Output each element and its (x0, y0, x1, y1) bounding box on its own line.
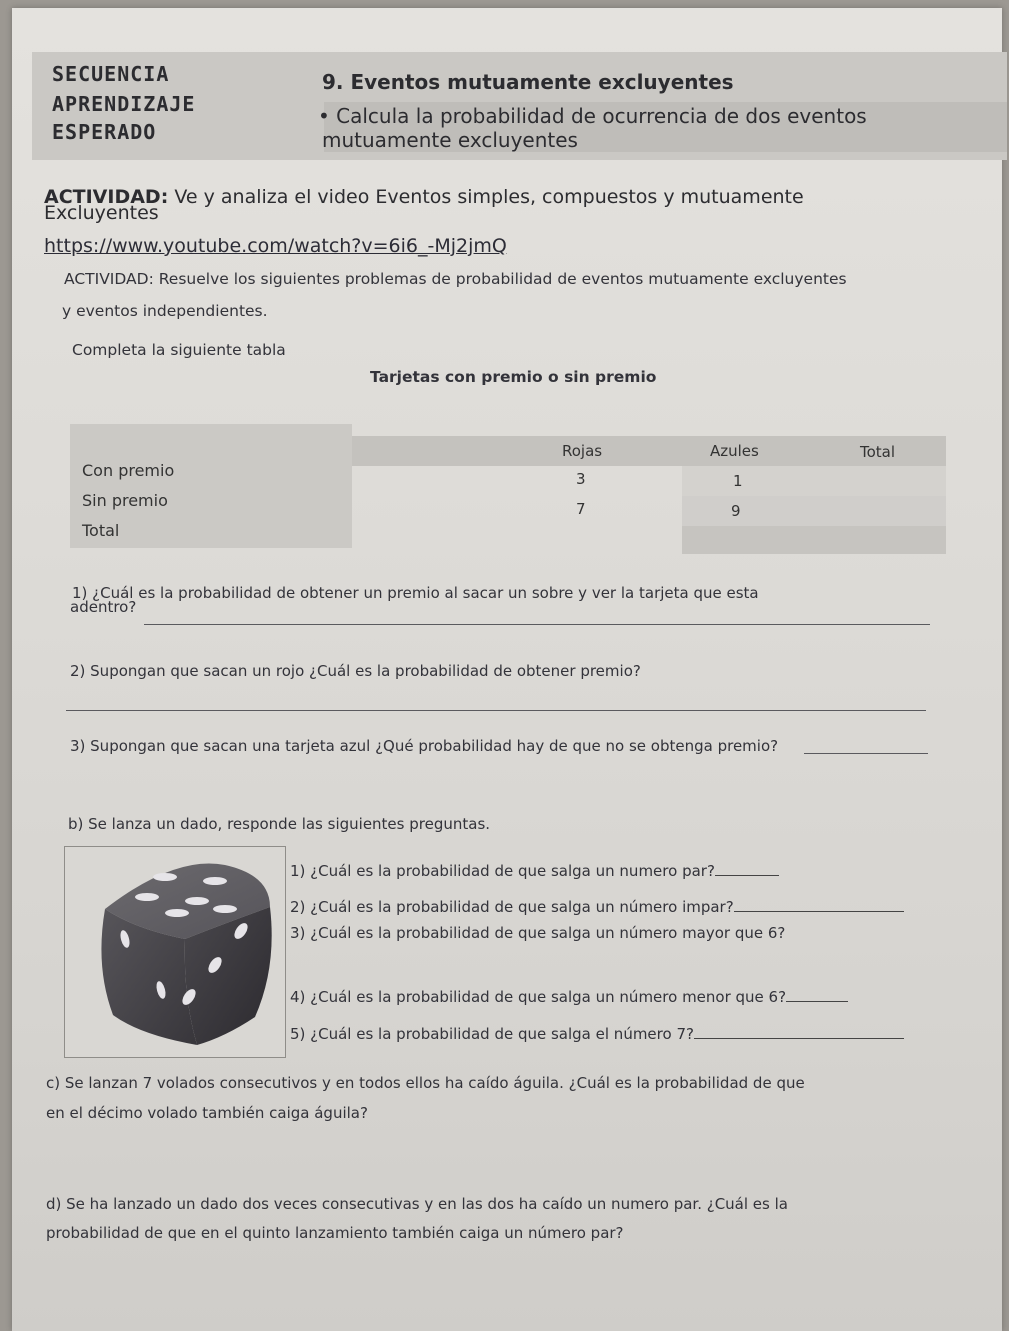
table-header-row (352, 436, 946, 466)
header-label-esperado: ESPERADO (52, 120, 157, 144)
question-a3: 3) Supongan que sacan una tarjeta azul ¿Qué probabilidad hay de que no se obtenga premio? (70, 737, 779, 755)
answer-line-a3[interactable] (804, 753, 928, 754)
sequence-title: 9. Eventos mutuamente excluyentes (322, 70, 734, 94)
table-header-rojas: Rojas (562, 442, 603, 460)
activity-problems-instruction-cont: y eventos independientes. (62, 302, 268, 320)
dice-image-frame (64, 846, 286, 1058)
table-header-total: Total (860, 443, 896, 461)
table-row-shade (682, 496, 946, 526)
question-a1: 1) ¿Cuál es la probabilidad de obtener un premio al sacar un sobre y ver la tarjeta que esta (72, 584, 759, 602)
question-b5-text: 5) ¿Cuál es la probabilidad de que salga el número 7? (290, 1025, 694, 1043)
section-c-question: c) Se lanzan 7 volados consecutivos y en todos ellos ha caído águila. ¿Cuál es la probabilidad de que (46, 1074, 805, 1092)
answer-blank-b5[interactable] (694, 1038, 904, 1039)
answer-line-a1[interactable] (144, 624, 930, 625)
question-b5 (290, 1025, 904, 1043)
answer-line-a2[interactable] (66, 710, 926, 711)
table-row-total: Total (82, 521, 120, 540)
table-cell-azules-con-premio: 1 (733, 472, 743, 490)
table-row-con-premio: Con premio (82, 461, 175, 480)
table-cell-rojas-con-premio: 3 (576, 470, 586, 488)
table-title: Tarjetas con premio o sin premio (370, 368, 657, 386)
table-row-sin-premio: Sin premio (82, 491, 168, 510)
section-b-intro: b) Se lanza un dado, responde las siguientes preguntas. (68, 815, 491, 833)
question-b1 (290, 862, 779, 880)
table-cell-azules-sin-premio: 9 (731, 502, 741, 520)
question-b2 (290, 898, 904, 916)
header-label-aprendizaje: APRENDIZAJE (52, 92, 196, 116)
dice-icon (65, 847, 285, 1057)
table-instruction: Completa la siguiente tabla (72, 341, 286, 359)
header-label-secuencia: SECUENCIA (52, 62, 170, 86)
section-c-question-cont: en el décimo volado también caiga águila? (46, 1104, 368, 1122)
question-b4 (290, 988, 848, 1006)
activity-problems-instruction: ACTIVIDAD: Resuelve los siguientes problemas de probabilidad de eventos mutuamente excluyentes (64, 270, 847, 288)
activity-label: ACTIVIDAD: (44, 186, 169, 208)
question-b4-text: 4) ¿Cuál es la probabilidad de que salga un número menor que 6? (290, 988, 787, 1006)
question-a2: 2) Supongan que sacan un rojo ¿Cuál es la probabilidad de obtener premio? (70, 662, 641, 680)
answer-blank-b4[interactable] (786, 1001, 848, 1002)
question-b2-text: 2) ¿Cuál es la probabilidad de que salga un número impar? (290, 898, 734, 916)
answer-blank-b2[interactable] (734, 911, 904, 912)
section-d-question-cont: probabilidad de que en el quinto lanzamiento también caiga un número par? (46, 1224, 624, 1242)
table-total-row-shade (682, 526, 946, 554)
question-b1-text: 1) ¿Cuál es la probabilidad de que salga un numero par? (290, 862, 715, 880)
question-b3: 3) ¿Cuál es la probabilidad de que salga un número mayor que 6? (290, 924, 786, 942)
video-link[interactable]: https://www.youtube.com/watch?v=6i6_-Mj2jmQ (44, 235, 507, 257)
table-header-azules: Azules (710, 442, 759, 460)
activity-video-text: Ve y analiza el video Eventos simples, compuestos y mutuamente (168, 186, 804, 208)
activity-video-text-cont: Excluyentes (44, 202, 159, 224)
answer-blank-b1[interactable] (715, 875, 779, 876)
question-a1-cont: adentro? (70, 598, 137, 616)
learning-objective: • Calcula la probabilidad de ocurrencia de dos eventos (318, 104, 867, 128)
table-cell-rojas-sin-premio: 7 (576, 500, 586, 518)
learning-objective-cont: mutuamente excluyentes (322, 128, 578, 152)
section-d-question: d) Se ha lanzado un dado dos veces consecutivas y en las dos ha caído un numero par. ¿Cuál es la (46, 1195, 788, 1213)
